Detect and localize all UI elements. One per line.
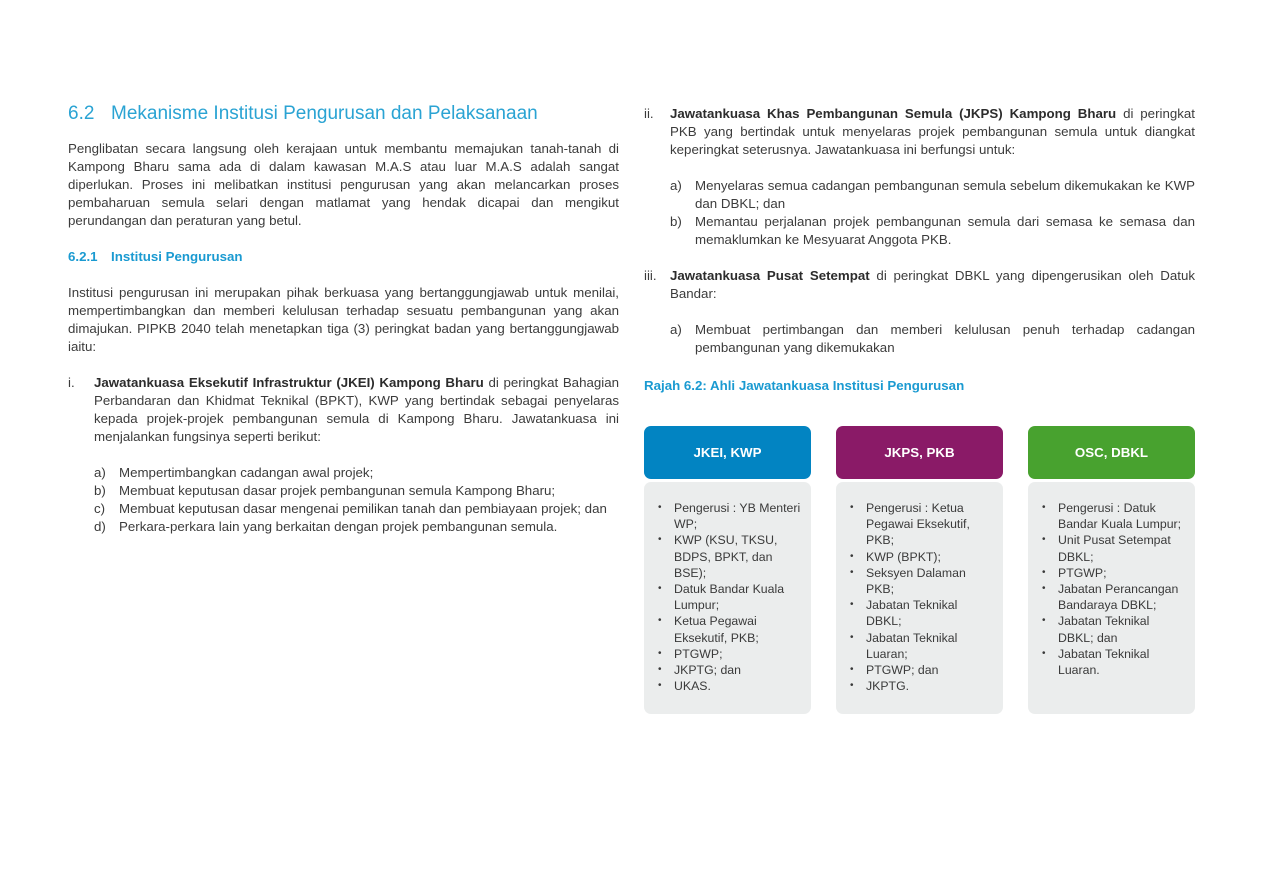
sub-list-marker: b) — [94, 483, 106, 498]
bullet-icon: • — [658, 647, 662, 659]
bullet-icon: • — [850, 680, 854, 692]
bullet-icon: • — [850, 664, 854, 676]
card-body — [836, 482, 1003, 714]
card-list-item: • PTGWP; — [1042, 565, 1107, 580]
sub-list-item — [68, 518, 619, 536]
bullet-icon: • — [850, 550, 854, 562]
right-column — [644, 100, 1195, 395]
card-list-item: • PTGWP; — [658, 646, 723, 661]
left-column — [68, 100, 619, 536]
bullet-icon: • — [658, 502, 662, 513]
bullet-icon: • — [850, 502, 854, 513]
card-list-item: • Jabatan Perancangan Bandaraya DBKL; — [1042, 582, 1179, 613]
intro-paragraph: Penglibatan secara langsung oleh kerajaan untuk membantu memajukan tanah-tanah di Kampong Bharu sama ada di dalam kawasan M.A.S atau luar M.A.S adalah sangat diperlukan. Proses ini melibatkan institusi pengurusan yang akan melancarkan proses pembaharuan semula selari dengan matlamat yang hendak dicapai dan mengikut perundangan dan peraturan yang betul. — [68, 141, 619, 228]
sub-list-marker: c) — [94, 501, 106, 516]
section-number: 6.2 — [68, 103, 95, 124]
bullet-icon: • — [658, 664, 662, 676]
card-list-item: • Seksyen Dalaman PKB; — [850, 565, 966, 597]
card-list-item: • JKPTG; dan — [658, 663, 741, 678]
sub-list-item — [644, 213, 1195, 249]
sub-list-marker: b) — [670, 214, 682, 229]
card-jkps-pkb — [836, 426, 1003, 714]
sub-list-marker: a) — [670, 322, 682, 337]
card-list-item: • PTGWP; dan — [850, 663, 939, 678]
item-iii-bold: Jawatankuasa Pusat Setempat — [670, 268, 870, 283]
card-list-item: • Jabatan Teknikal Luaran. — [1042, 646, 1150, 678]
section-title-text: Mekanisme Institusi Pengurusan dan Pelaksanaan — [111, 103, 538, 124]
sub-list-marker: d) — [94, 519, 106, 534]
bullet-icon: • — [658, 615, 662, 627]
card-list-item: • Unit Pusat Setempat DBKL; — [1042, 533, 1171, 564]
list-marker: i. — [68, 375, 75, 390]
card-list-item: • KWP (KSU, TKSU, BDPS, BPKT, dan BSE); — [658, 533, 778, 580]
bullet-icon: • — [1042, 583, 1046, 595]
subsection-title-text: Institusi Pengurusan — [111, 249, 243, 264]
card-body — [1028, 482, 1195, 714]
card-list-item: • JKPTG. — [850, 679, 910, 694]
card-body — [644, 482, 811, 714]
list-item-ii — [644, 105, 1195, 159]
item-i-text: di peringkat Bahagian Perbandaran dan Khidmat Teknikal (BPKT), KWP yang bertindak sebagai penyelaras kepada projek-projek pembangunan semula di Kampong Bharu. Jawatankuasa ini menjalankan fungsinya seperti berikut: — [94, 375, 620, 444]
bullet-icon: • — [1042, 534, 1046, 546]
subsection-title — [68, 248, 619, 266]
sub-list-text: Menyelaras semua cadangan pembangunan semula sebelum dikemukakan ke KWP dan DBKL; dan — [695, 178, 1195, 211]
section-title — [68, 100, 619, 128]
card-list-item: • UKAS. — [658, 679, 711, 694]
item-ii-text: di peringkat PKB yang bertindak untuk menyelaras projek pembangunan semula untuk diangkat keperingkat seterusnya. Jawatankuasa ini berfungsi untuk: — [670, 106, 1195, 157]
card-list-item: • Ketua Pegawai Eksekutif, PKB; — [658, 614, 759, 645]
sub-list-text: Mempertimbangkan cadangan awal projek; — [119, 465, 374, 480]
sub-list-item — [644, 321, 1195, 357]
figure-title: Rajah 6.2: Ahli Jawatankuasa Institusi Pengurusan — [644, 378, 965, 393]
list-marker: iii. — [644, 268, 657, 283]
sub-list-marker: a) — [670, 178, 682, 193]
card-jkei-kwp — [644, 426, 811, 714]
card-list-item: • Jabatan Teknikal DBKL; — [850, 598, 958, 629]
card-header: JKPS, PKB — [836, 426, 1003, 479]
sub-list-text: Perkara-perkara lain yang berkaitan dengan projek pembangunan semula. — [119, 519, 558, 534]
list-marker: ii. — [644, 106, 654, 121]
card-header: OSC, DBKL — [1028, 426, 1195, 479]
item-ii-bold: Jawatankuasa Khas Pembangunan Semula (JKPS) Kampong Bharu — [670, 106, 1117, 121]
card-header: JKEI, KWP — [644, 426, 811, 479]
list-item-i — [68, 374, 619, 446]
sub-list-item — [68, 482, 619, 500]
bullet-icon: • — [658, 583, 662, 595]
card-list-item: • Datuk Bandar Kuala Lumpur; — [658, 582, 785, 613]
bullet-icon: • — [850, 566, 854, 578]
bullet-icon: • — [1042, 647, 1046, 659]
card-list-item: • Jabatan Teknikal Luaran; — [850, 630, 958, 661]
card-list-item: • Pengerusi : YB Menteri WP; — [658, 501, 801, 532]
committee-cards — [644, 426, 1195, 714]
card-list-item: • Pengerusi : Ketua Pegawai Eksekutif, PKB; — [850, 501, 970, 548]
bullet-icon: • — [850, 631, 854, 643]
sub-list-marker: a) — [94, 465, 106, 480]
subsection-paragraph: Institusi pengurusan ini merupakan pihak berkuasa yang bertanggungjawab untuk menilai, mempertimbangkan dan memberi kelulusan terhadap sesuatu pembangunan yang akan dimajukan. PIPKB 2040 telah menetapkan tiga (3) peringkat badan yang bertanggungjawab iaitu: — [68, 285, 619, 354]
card-list-item: • Jabatan Teknikal DBKL; dan — [1042, 614, 1150, 645]
subsection-number: 6.2.1 — [68, 249, 98, 264]
sub-list-item — [68, 464, 619, 482]
bullet-icon: • — [658, 680, 662, 692]
item-iii-text: di peringkat DBKL yang dipengerusikan oleh Datuk Bandar: — [670, 268, 1195, 301]
card-osc-dbkl — [1028, 426, 1195, 714]
sub-list-text: Membuat keputusan dasar mengenai pemilikan tanah dan pembiayaan projek; dan — [119, 501, 607, 516]
list-item-iii — [644, 267, 1195, 303]
sub-list-item — [68, 500, 619, 518]
sub-list-item — [644, 177, 1195, 213]
item-i-bold: Jawatankuasa Eksekutif Infrastruktur (JKEI) Kampong Bharu — [94, 375, 484, 390]
sub-list-text: Memantau perjalanan projek pembangunan semula dari semasa ke semasa dan memaklumkan ke Mesyuarat Anggota PKB. — [695, 214, 1195, 247]
card-list-item: • Pengerusi : Datuk Bandar Kuala Lumpur; — [1042, 501, 1182, 532]
bullet-icon: • — [850, 599, 854, 611]
bullet-icon: • — [658, 534, 662, 546]
bullet-icon: • — [1042, 615, 1046, 627]
bullet-icon: • — [1042, 566, 1046, 578]
sub-list-text: Membuat pertimbangan dan memberi kelulusan penuh terhadap cadangan pembangunan yang dikemukakan — [695, 322, 1195, 355]
card-list-item: • KWP (BPKT); — [850, 549, 941, 564]
bullet-icon: • — [1042, 502, 1046, 513]
sub-list-text: Membuat keputusan dasar projek pembangunan semula Kampong Bharu; — [119, 483, 556, 498]
